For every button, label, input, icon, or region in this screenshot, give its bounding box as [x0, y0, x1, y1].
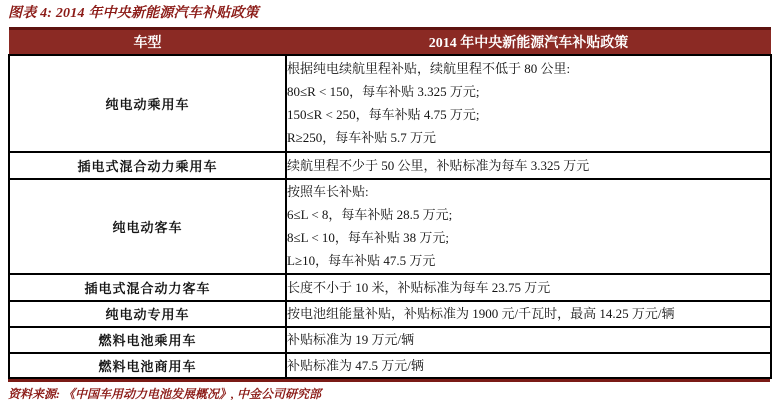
vehicle-type-cell: 纯电动乘用车: [9, 55, 286, 152]
policy-cell: [286, 274, 771, 301]
table-row: [9, 327, 771, 353]
policy-line: 续航里程不少于 50 公里，补贴标准为每车 3.325 万元: [287, 157, 590, 173]
table-row: [9, 179, 771, 274]
policy-line: 长度不小于 10 米，补贴标准为每车 23.75 万元: [287, 279, 551, 295]
vehicle-type-cell: 燃料电池乘用车: [9, 327, 286, 353]
table-header-vehicle-type: 车型: [9, 29, 286, 55]
policy-line: 根据纯电续航里程补贴，续航里程不低于 80 公里:: [287, 61, 571, 76]
policy-line: R≥250，每车补贴 5.7 万元: [287, 130, 437, 145]
policy-cell: [286, 327, 771, 353]
policy-line: 6≤L < 8，每车补贴 28.5 万元;: [287, 207, 453, 222]
source-note: 资料来源: 《中国车用动力电池发展概况》, 中金公司研究部: [8, 386, 321, 401]
table-row: [9, 274, 771, 301]
policy-cell: [286, 152, 771, 179]
subsidy-policy-table: [8, 27, 772, 379]
table-header-policy: 2014 年中央新能源汽车补贴政策: [286, 29, 771, 55]
vehicle-type-cell: 插电式混合动力客车: [9, 274, 286, 301]
vehicle-type-cell: 纯电动专用车: [9, 301, 286, 327]
table-row: [9, 301, 771, 327]
policy-line: 150≤R < 250，每车补贴 4.75 万元;: [287, 107, 480, 122]
table-header-row: [9, 29, 771, 55]
policy-line: 补贴标准为 19 万元/辆: [287, 332, 415, 347]
policy-line: 8≤L < 10，每车补贴 38 万元;: [287, 230, 450, 245]
policy-cell: [286, 353, 771, 378]
vehicle-type-cell: 插电式混合动力乘用车: [9, 152, 286, 179]
policy-line: 按照车长补贴:: [287, 184, 369, 199]
policy-line: 80≤R < 150，每车补贴 3.325 万元;: [287, 84, 480, 99]
policy-line: 补贴标准为 47.5 万元/辆: [287, 357, 424, 373]
policy-cell: [286, 55, 771, 152]
policy-line: 按电池组能量补贴，补贴标准为 1900 元/千瓦时，最高 14.25 万元/辆: [287, 306, 675, 321]
table-bottom-rule: [8, 379, 770, 382]
figure-title: 图表 4: 2014 年中央新能源汽车补贴政策: [8, 6, 259, 21]
table-row: [9, 353, 771, 378]
vehicle-type-cell: 纯电动客车: [9, 179, 286, 274]
vehicle-type-cell: 燃料电池商用车: [9, 353, 286, 378]
policy-cell: [286, 179, 771, 274]
policy-line: L≥10，每车补贴 47.5 万元: [287, 253, 436, 268]
table-row: [9, 55, 771, 152]
table-row: [9, 152, 771, 179]
policy-cell: [286, 301, 771, 327]
